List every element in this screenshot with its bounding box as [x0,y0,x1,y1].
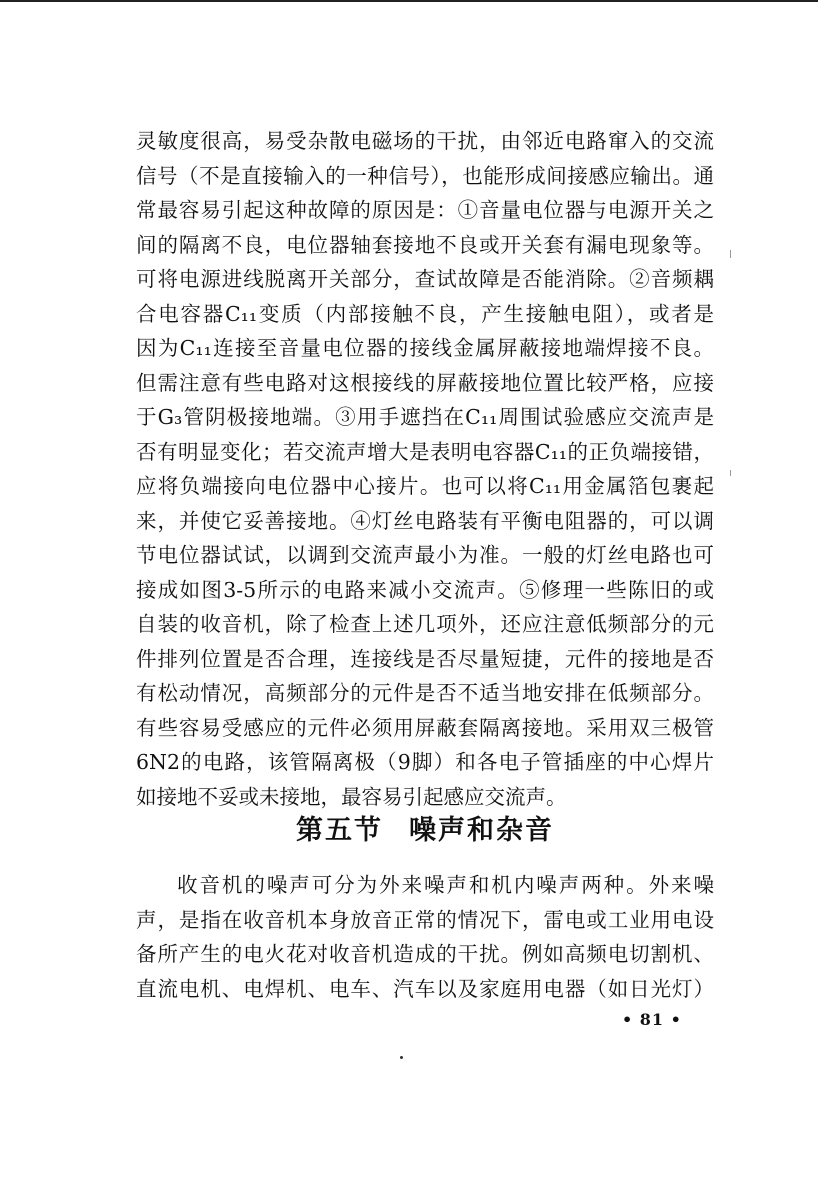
text-line: 于G₃管阴极接地端。③用手遮挡在C₁₁周围试验感应交流声是 [136,405,714,429]
scan-edge-mark [730,470,731,476]
text-line: 直流电机、电焊机、电车、汽车以及家庭用电器（如日光灯） [136,976,714,1001]
text-line: 收音机的噪声可分为外来噪声和机内噪声两种。外来噪 [177,873,714,897]
scan-edge-mark [730,250,731,258]
text-line: 接成如图3-5所示的电路来减小交流声。⑤修理一些陈旧的或 [136,577,714,602]
text-line: 信号（不是直接输入的一种信号），也能形成间接感应输出。通 [136,163,714,188]
top-border-line [0,0,818,2]
scan-speck [400,1056,403,1059]
section-number: 第五节 [296,815,383,846]
text-line: 如接地不妥或未接地，最容易引起感应交流声。 [136,784,567,809]
body-paragraph-2 [136,868,714,1006]
text-line: 来，并使它妥善接地。④灯丝电路装有平衡电阻器的，可以调 [136,508,714,533]
text-line: 6N2的电路，该管隔离极（9脚）和各电子管插座的中心焊片 [136,750,714,774]
text-line: 件排列位置是否合理，连接线是否尽量短捷，元件的接地是否 [136,646,714,671]
page-number: • 81 • [622,1010,682,1029]
text-line: 可将电源进线脱离开关部分，查试故障是否能消除。②音频耦 [136,267,714,291]
text-line: 有松动情况，高频部分的元件是否不适当地安排在低频部分。 [136,681,714,705]
section-title: 噪声和杂音 [409,815,554,846]
text-line: 因为C₁₁连接至音量电位器的接线金属屏蔽接地端焊接不良。 [136,336,714,360]
text-line: 常最容易引起这种故障的原因是：①音量电位器与电源开关之 [136,198,714,222]
text-line: 合电容器C₁₁变质（内部接触不良，产生接触电阻），或者是 [136,301,714,326]
body-paragraph-1 [136,124,714,814]
text-line: 否有明显变化；若交流声增大是表明电容器C₁₁的正负端接错， [136,439,714,464]
text-line: 有些容易受感应的元件必须用屏蔽套隔离接地。采用双三极管 [136,715,714,740]
text-line: 节电位器试试，以调到交流声最小为准。一般的灯丝电路也可 [136,543,714,567]
text-line: 灵敏度很高，易受杂散电磁场的干扰，由邻近电路窜入的交流 [136,129,714,153]
text-line: 备所产生的电火花对收音机造成的干扰。例如高频电切割机、 [136,942,714,966]
text-line: 间的隔离不良，电位器轴套接地不良或开关套有漏电现象等。 [136,232,714,257]
text-line: 声，是指在收音机本身放音正常的情况下，雷电或工业用电设 [136,907,714,932]
text-line: 自装的收音机，除了检查上述几项外，还应注意低频部分的元 [136,612,714,636]
text-line: 但需注意有些电路对这根接线的屏蔽接地位置比较严格，应接 [136,370,714,395]
text-line: 应将负端接向电位器中心接片。也可以将C₁₁用金属箔包裹起 [136,474,714,498]
section-heading [136,808,714,847]
